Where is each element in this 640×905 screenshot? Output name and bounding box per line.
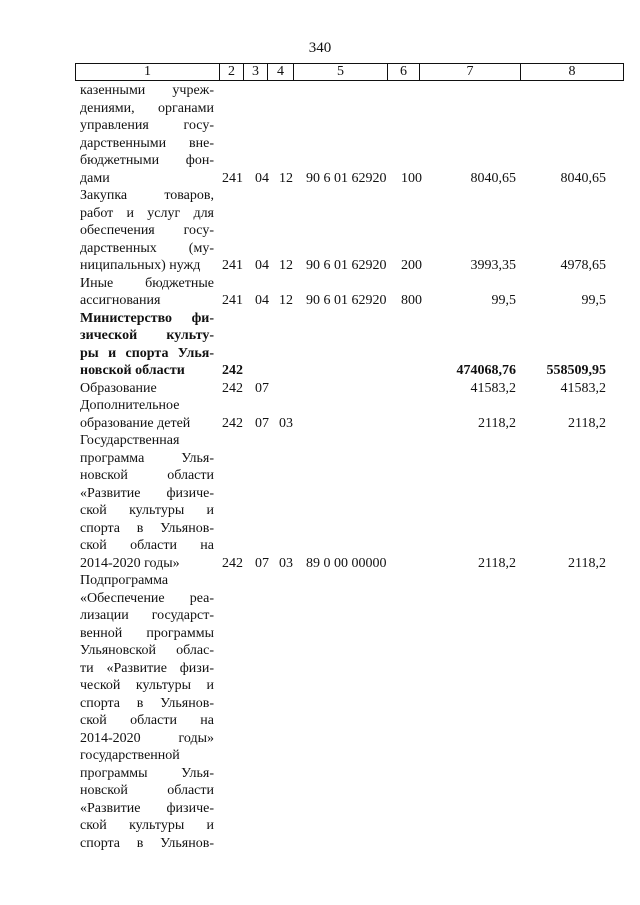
cell-c3: 04 [255,170,269,186]
row-name-line: 2014-2020 годы» [80,555,180,571]
row-name-line: образование детей [80,415,191,431]
cell-c8: 41583,2 [560,380,606,396]
cell-c5: 89 0 00 00000 [306,555,387,571]
cell-c8: 4978,65 [560,258,606,273]
header-col-7: 7 [420,64,521,81]
row-name-line: ниципальных) нужд [80,258,201,273]
row-name-line: новской области [80,363,185,378]
header-col-3: 3 [244,64,268,81]
cell-c2: 242 [222,555,243,571]
header-col-2: 2 [220,64,244,81]
cell-c2: 241 [222,258,243,273]
row-name-line: зической культу- [80,328,214,343]
row-name-line: Дополнительное [80,398,180,413]
row-name-line: ской культуры и [80,503,214,518]
row-name-line: бюджетными фон- [80,153,214,168]
cell-c4: 03 [279,415,293,431]
row-name-line: «Обеспечение реа- [80,590,214,606]
row-name-line: ти «Развитие физи- [80,660,214,676]
cell-c3: 07 [255,415,269,431]
row-name-line: спорта в Ульянов- [80,695,214,711]
row-name-line: Государственная [80,433,180,448]
row-name-line: Иные бюджетные [80,275,214,291]
row-name-line: управления госу- [80,118,214,133]
row-name-line: Министерство фи- [80,310,214,326]
cell-c8: 2118,2 [568,415,606,431]
row-name-line: «Развитие физиче- [80,800,214,816]
cell-c7: 2118,2 [478,555,516,571]
cell-c3: 04 [255,293,269,308]
header-row [76,64,624,81]
cell-c8: 8040,65 [560,170,606,186]
row-name-line: лизации государст- [80,608,214,623]
cell-c5: 90 6 01 62920 [306,170,387,186]
cell-c3: 07 [255,380,269,396]
table-header [75,63,624,81]
row-name [80,187,214,275]
row-name-line: новской области [80,468,214,483]
cell-c7: 99,5 [491,293,516,308]
row-name-line: ческой культуры и [80,678,214,693]
cell-c2: 242 [222,380,243,396]
row-name-line: новской области [80,783,214,798]
cell-c3: 07 [255,555,269,571]
page-number: 340 [308,40,332,56]
row-name-line: спорта в Ульянов- [80,835,214,851]
header-col-8: 8 [521,64,624,81]
cell-c2: 241 [222,170,243,186]
row-name-line: дарственных (му- [80,240,214,256]
cell-c8: 2118,2 [568,555,606,571]
row-name [80,397,214,432]
cell-c6: 200 [401,258,422,273]
row-name-line: ассигнования [80,293,161,308]
row-name-line: ской культуры и [80,818,214,833]
row-name-line: ры и спорта Улья- [80,345,214,361]
cell-c6: 800 [401,293,422,308]
row-name-line: венной программы [80,625,214,641]
row-name-line: дами [80,170,110,186]
row-name-line: ской области на [80,538,214,553]
cell-c4: 12 [279,293,293,308]
row-name-line: Подпрограмма [80,573,169,588]
cell-c7: 41583,2 [470,380,516,396]
header-col-4: 4 [268,64,294,81]
cell-c8: 99,5 [581,293,606,308]
row-name-line: работ и услуг для [80,205,214,221]
cell-c2: 241 [222,293,243,308]
cell-c6: 100 [401,170,422,186]
cell-c4: 03 [279,555,293,571]
row-name-line: спорта в Ульянов- [80,520,214,536]
cell-c5: 90 6 01 62920 [306,258,387,273]
header-col-5: 5 [294,64,388,81]
header-col-1: 1 [76,64,220,81]
row-name [80,275,214,310]
cell-c7: 8040,65 [470,170,516,186]
cell-c2: 242 [222,363,243,378]
row-name-line: ской области на [80,713,214,728]
row-name-line: 2014-2020 годы» [80,730,214,746]
row-name-line: Образование [80,380,157,396]
row-name-line: программы Улья- [80,765,214,781]
row-name-line: «Развитие физиче- [80,485,214,501]
cell-c3: 04 [255,258,269,273]
row-name-line: программа Улья- [80,450,214,466]
cell-c7: 474068,76 [456,363,516,378]
row-name-line: Ульяновской облас- [80,643,214,658]
row-name [80,572,214,852]
cell-c7: 2118,2 [478,415,516,431]
cell-c5: 90 6 01 62920 [306,293,387,308]
row-name [80,432,214,572]
cell-c2: 242 [222,415,243,431]
header-col-6: 6 [388,64,420,81]
row-name-line: государственной [80,748,180,763]
row-name-line: дениями, органами [80,100,214,116]
row-name [80,380,214,398]
row-name-line: казенными учреж- [80,83,214,98]
cell-c4: 12 [279,258,293,273]
cell-c4: 12 [279,170,293,186]
row-name [80,82,214,187]
row-name-line: Закупка товаров, [80,188,214,203]
cell-c7: 3993,35 [470,258,516,273]
row-name-line: обеспечения госу- [80,223,214,238]
cell-c8: 558509,95 [546,363,606,378]
row-name-line: дарственными вне- [80,135,214,151]
row-name [80,310,214,380]
